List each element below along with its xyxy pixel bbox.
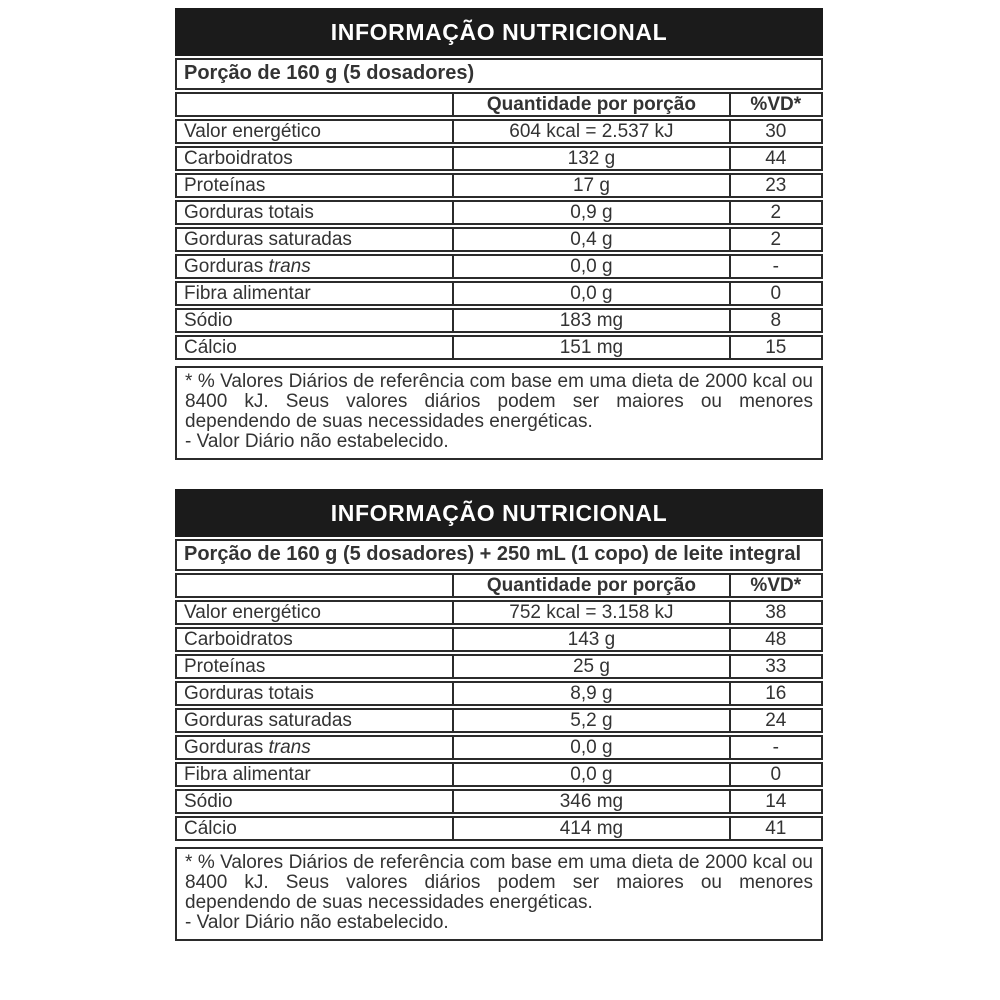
nutrient-name: Gorduras totais: [184, 202, 314, 223]
nutrient-amount: 132 g: [452, 148, 728, 169]
serving-size-row: [175, 58, 823, 90]
nutrient-amount: 604 kcal = 2.537 kJ: [452, 121, 728, 142]
nutrient-amount: 0,9 g: [452, 202, 728, 223]
footnote-box: [175, 847, 823, 941]
nutrient-name: Gorduras trans: [184, 737, 311, 758]
nutrient-amount: 17 g: [452, 175, 728, 196]
nutrient-row: [175, 146, 823, 171]
empty-header-cell: [177, 575, 452, 596]
nutrient-name: Carboidratos: [184, 629, 293, 650]
quantity-column-header: Quantidade por porção: [452, 94, 728, 115]
serving-size-row: [175, 539, 823, 571]
dv-column-header: %VD*: [729, 575, 821, 596]
nutrient-row: [175, 173, 823, 198]
nutrient-dv: 33: [729, 656, 821, 677]
nutrient-amount: 0,0 g: [452, 256, 728, 277]
nutrient-amount: 346 mg: [452, 791, 728, 812]
nutrient-row: [175, 654, 823, 679]
nutrient-row: [175, 308, 823, 333]
nutrient-amount: 5,2 g: [452, 710, 728, 731]
nutrient-name: Proteínas: [184, 175, 266, 196]
nutrient-dv: -: [729, 256, 821, 277]
nutrient-row: [175, 254, 823, 279]
nutrient-row: [175, 281, 823, 306]
nutrient-amount: 25 g: [452, 656, 728, 677]
nutrient-dv: 38: [729, 602, 821, 623]
nutrient-dv: 24: [729, 710, 821, 731]
footnote-note: - Valor Diário não estabelecido.: [185, 912, 449, 933]
column-header-row: [175, 573, 823, 598]
nutrient-name: Cálcio: [184, 337, 237, 358]
nutrient-name: Proteínas: [184, 656, 266, 677]
nutrient-name: Cálcio: [184, 818, 237, 839]
nutrient-amount: 143 g: [452, 629, 728, 650]
nutrient-row: [175, 735, 823, 760]
dv-column-header: %VD*: [729, 94, 821, 115]
nutrient-amount: 752 kcal = 3.158 kJ: [452, 602, 728, 623]
nutrient-dv: 2: [729, 229, 821, 250]
nutrient-name: Valor energético: [184, 602, 321, 623]
nutrient-row: [175, 627, 823, 652]
nutrient-name: Gorduras trans: [184, 256, 311, 277]
nutrient-name: Fibra alimentar: [184, 764, 311, 785]
nutrient-amount: 151 mg: [452, 337, 728, 358]
nutrient-dv: 15: [729, 337, 821, 358]
nutrient-amount: 0,0 g: [452, 283, 728, 304]
nutrient-dv: 44: [729, 148, 821, 169]
nutrient-row: [175, 227, 823, 252]
quantity-column-header: Quantidade por porção: [452, 575, 728, 596]
nutrient-amount: 183 mg: [452, 310, 728, 331]
nutrient-dv: 0: [729, 283, 821, 304]
nutrient-name: Gorduras saturadas: [184, 229, 352, 250]
nutrient-dv: 14: [729, 791, 821, 812]
footnote-box: [175, 366, 823, 460]
empty-header-cell: [177, 94, 452, 115]
label-title: INFORMAÇÃO NUTRICIONAL: [330, 499, 668, 526]
nutrition-label-1: [175, 8, 823, 460]
nutrient-dv: 0: [729, 764, 821, 785]
nutrient-rows: [175, 600, 823, 841]
nutrient-amount: 414 mg: [452, 818, 728, 839]
nutrient-row: [175, 708, 823, 733]
nutrient-row: [175, 600, 823, 625]
footnote-note: - Valor Diário não estabelecido.: [185, 431, 449, 452]
nutrient-dv: 2: [729, 202, 821, 223]
nutrient-dv: 30: [729, 121, 821, 142]
nutrient-dv: 48: [729, 629, 821, 650]
nutrient-rows: [175, 119, 823, 360]
nutrient-name: Sódio: [184, 310, 233, 331]
nutrient-amount: 8,9 g: [452, 683, 728, 704]
footnote-paragraph: * % Valores Diários de referência com base em uma dieta de 2000 kcal ou 8400 kJ. Seus valores diários podem ser maiores ou menores dependendo de suas necessidades energéticas.: [185, 852, 813, 913]
label-title-bar: [175, 8, 823, 56]
nutrient-dv: -: [729, 737, 821, 758]
nutrition-label-2: [175, 489, 823, 941]
nutrient-name: Valor energético: [184, 121, 321, 142]
serving-size-text: Porção de 160 g (5 dosadores) + 250 mL (1 copo) de leite integral: [184, 543, 802, 565]
label-title-bar: [175, 489, 823, 537]
nutrient-dv: 16: [729, 683, 821, 704]
nutrient-row: [175, 762, 823, 787]
nutrient-row: [175, 200, 823, 225]
column-header-row: [175, 92, 823, 117]
nutrient-dv: 41: [729, 818, 821, 839]
footnote-paragraph: * % Valores Diários de referência com base em uma dieta de 2000 kcal ou 8400 kJ. Seus valores diários podem ser maiores ou menores dependendo de suas necessidades energéticas.: [185, 371, 813, 432]
nutrient-amount: 0,4 g: [452, 229, 728, 250]
nutrient-amount: 0,0 g: [452, 737, 728, 758]
nutrient-row: [175, 789, 823, 814]
nutrient-name: Fibra alimentar: [184, 283, 311, 304]
nutrient-name: Sódio: [184, 791, 233, 812]
nutrient-name: Gorduras saturadas: [184, 710, 352, 731]
nutrient-row: [175, 119, 823, 144]
nutrient-name: Carboidratos: [184, 148, 293, 169]
nutrient-dv: 23: [729, 175, 821, 196]
nutrient-dv: 8: [729, 310, 821, 331]
serving-size-text: Porção de 160 g (5 dosadores): [184, 62, 475, 84]
nutrient-name: Gorduras totais: [184, 683, 314, 704]
label-title: INFORMAÇÃO NUTRICIONAL: [330, 18, 668, 45]
nutrient-row: [175, 681, 823, 706]
nutrient-row: [175, 816, 823, 841]
nutrient-amount: 0,0 g: [452, 764, 728, 785]
nutrient-row: [175, 335, 823, 360]
